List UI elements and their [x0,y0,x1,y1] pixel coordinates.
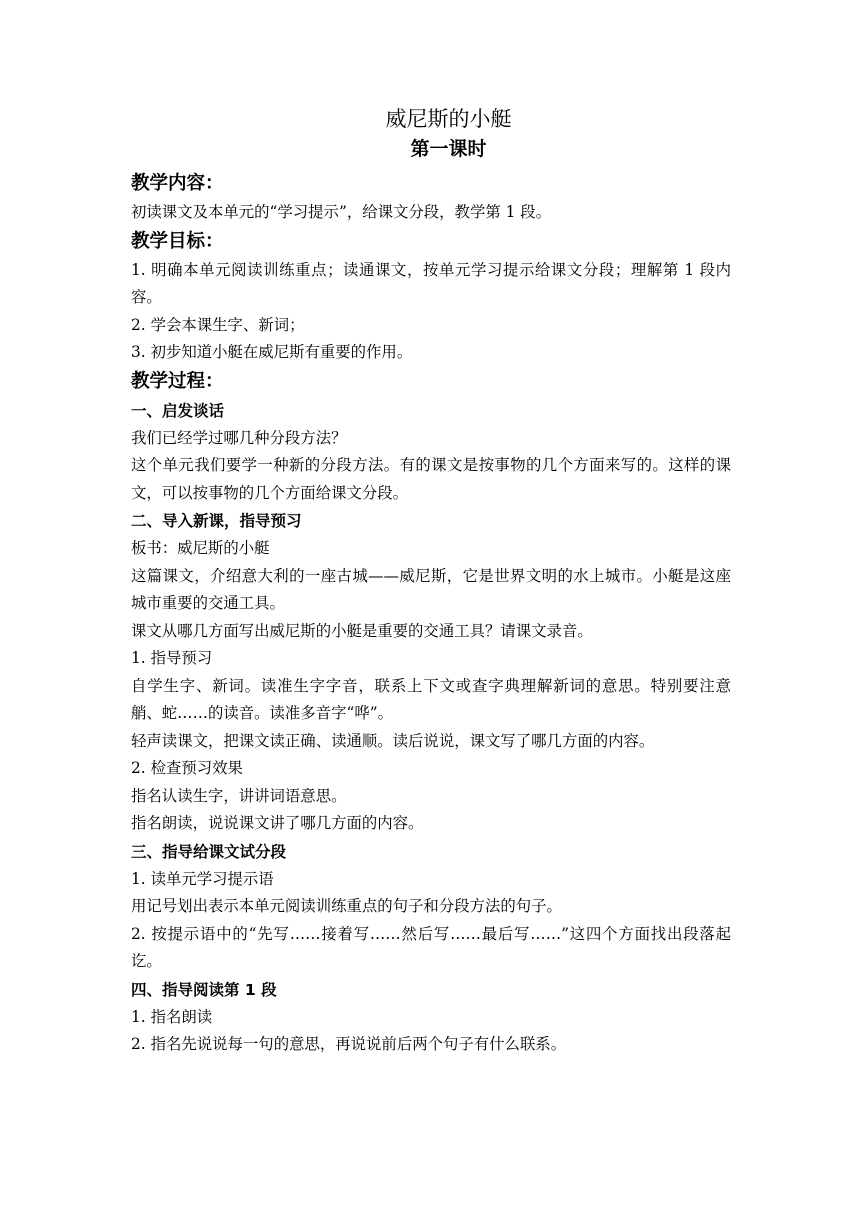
paragraph: 板书：威尼斯的小艇 [131,539,270,557]
paragraph: 2. 检查预习效果 [131,759,243,777]
paragraph: 自学生字、新词。读准生字字音，联系上下文或查字典理解新词的意思。特别要注意艄、蛇……的读音。读准多音字“哗”。 [131,676,731,722]
document-page [131,104,731,1059]
paragraph: 课文从哪几方面写出威尼斯的小艇是重要的交通工具？请课文录音。 [131,621,593,640]
goal-item: 3. 初步知道小艇在威尼斯有重要的作用。 [131,343,413,361]
process-heading: 教学过程： [131,370,224,392]
paragraph: 1. 指名朗读 [131,1007,213,1026]
paragraph: 这个单元我们要学一种新的分段方法。有的课文是按事物的几个方面来写的。这样的课文，可以按事物的几个方面给课文分段。 [131,456,731,502]
paragraph: 这篇课文，介绍意大利的一座古城——威尼斯，它是世界文明的水上城市。小艇是这座城市重要的交通工具。 [131,566,731,612]
paragraph: 轻声读课文，把课文读正确、读通顺。读后说说，课文写了哪几方面的内容。 [131,731,655,750]
paragraph: 1. 指导预习 [131,649,213,667]
content-text: 初读课文及本单元的“学习提示”，给课文分段，教学第 1 段。 [131,203,552,221]
content-heading: 教学内容： [131,173,224,194]
paragraph: 我们已经学过哪几种分段方法？ [131,428,347,447]
section-heading: 一、启发谈话 [131,401,225,420]
paragraph: 用记号划出表示本单元阅读训练重点的句子和分段方法的句子。 [131,897,562,915]
paragraph: 指名朗读，说说课文讲了哪几方面的内容。 [131,814,424,832]
goals-heading: 教学目标： [131,230,224,252]
paragraph: 2. 指名先说说每一句的意思，再说说前后两个句子有什么联系。 [131,1035,567,1053]
goal-item: 1. 明确本单元阅读训练重点；读通课文，按单元学习提示给课文分段；理解第 1 段内容。 [131,260,731,306]
paragraph: 1. 读单元学习提示语 [131,869,274,888]
paragraph: 2. 按提示语中的“先写……接着写……然后写……最后写……”这四个方面找出段落起讫。 [131,924,731,970]
section-heading: 四、指导阅读第 1 段 [131,980,277,999]
section-heading: 二、导入新课，指导预习 [131,512,302,530]
goal-item: 2. 学会本课生字、新词； [131,315,305,334]
document-subtitle: 第一课时 [410,138,487,160]
paragraph: 指名认读生字，讲讲词语意思。 [131,786,347,805]
document-title: 威尼斯的小艇 [385,107,512,131]
section-heading: 三、指导给课文试分段 [131,842,287,861]
